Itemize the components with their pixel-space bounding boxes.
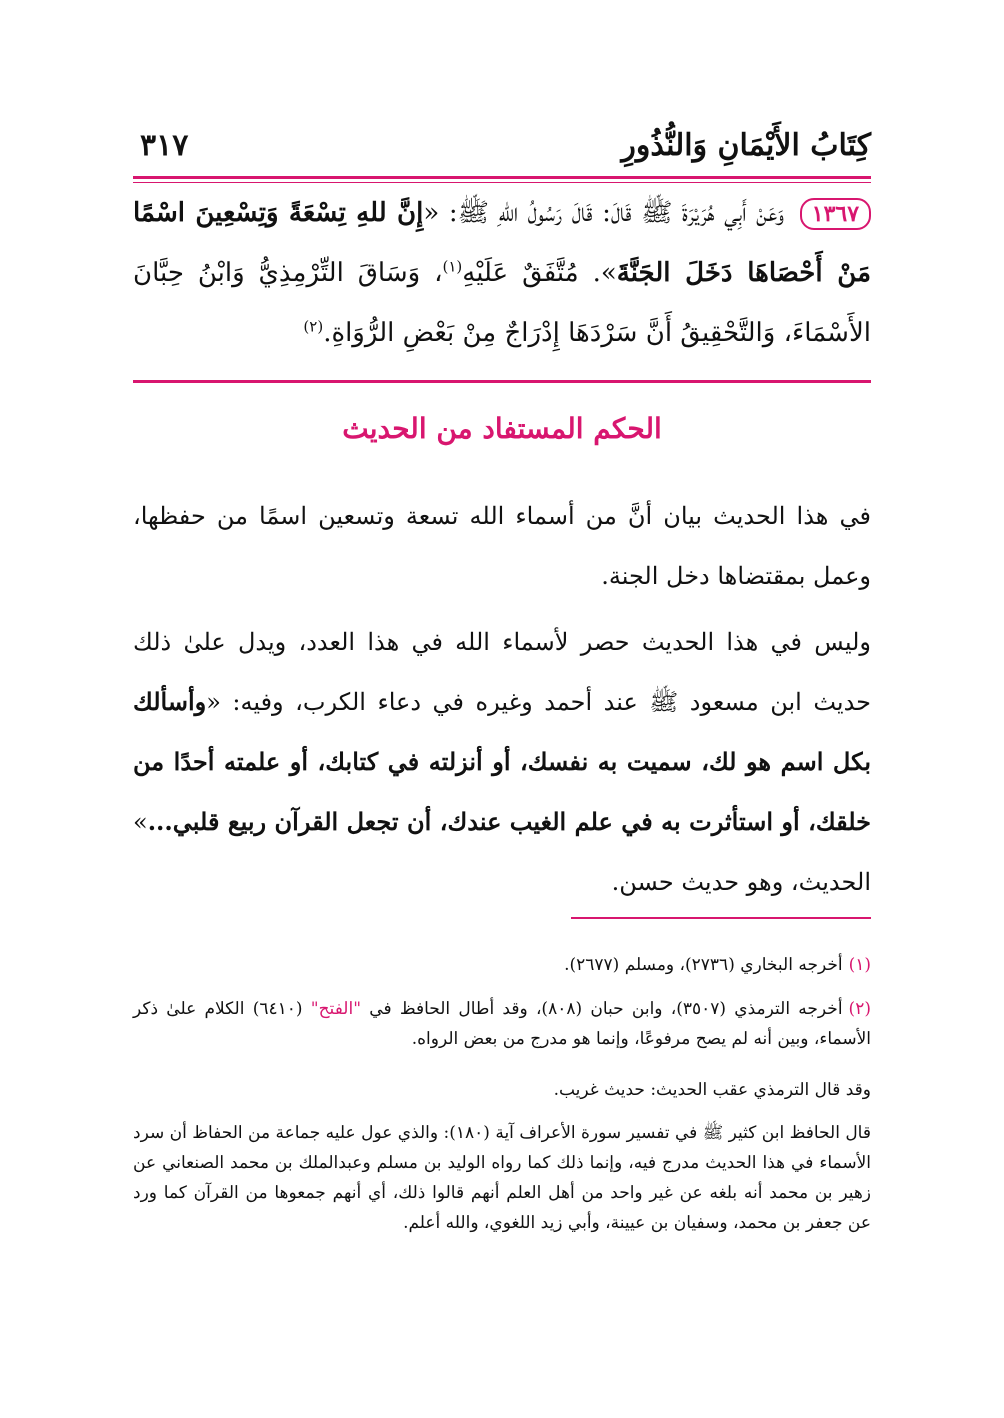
footnote-ref-2[interactable]: (٢): [303, 317, 324, 336]
body-paragraph-2-text-2: » الحديث، وهو حديث حسن.: [133, 808, 871, 896]
header-rule-top: [133, 176, 871, 179]
body-paragraph-2: [133, 612, 871, 912]
hadith-number-badge: ١٣٦٧: [800, 198, 871, 230]
hadith-text: [133, 183, 871, 363]
footnote-2-text-c: وقد قال الترمذي عقب الحديث: حديث غريب.: [553, 1080, 871, 1100]
body-paragraph-1: [133, 486, 871, 606]
running-header-title: كِتَابُ الأَيْمَانِ وَالنُّذُورِ: [621, 128, 871, 163]
body-paragraph-1-text: في هذا الحديث بيان أنَّ من أسماء الله تسعة وتسعين اسمًا من حفظها، وعمل بمقتضاها دخل الجنة.: [133, 502, 871, 590]
footnote-rule: [571, 917, 871, 919]
hadith-text-1: وَعَنْ أَبِي هُرَيْرَةَ ﷺ قَالَ: قَالَ رَسُولُ اللهِ ﷺ: «: [423, 198, 785, 228]
hadith-bold-text: إِنَّ للهِ تِسْعَةً وَتِسْعِينَ اسْمًا مَنْ أَحْصَاهَا دَخَلَ الجَنَّةَ: [133, 198, 872, 288]
footnote-2-text-b: (٦٤١٠) الكلام علىٰ ذكر الأسماء، وبين أنه لم يصح مرفوعًا، وإنما هو مدرج من بعض الرواه.: [133, 999, 871, 1049]
footnote-2-number: (٢): [848, 999, 871, 1019]
footnote-2-text-d: قال الحافظ ابن كثير ﷺ في تفسير سورة الأعراف آية (١٨٠): والذي عول عليه جماعة من الحفاظ أن سرد الأسماء في هذا الحديث مدرج فيه، وإنما ذلك كما رواه الوليد بن مسلم وعبدالملك بن محمد الصنعاني عن زهير بن محمد أنه بلغه عن غير واحد من أهل العلم أنهم قالوا ذلك، أي أنهم جمعوها من القرآن كما ورد عن جعفر بن محمد، وسفيان بن عيينة، وأبي زيد اللغوي، والله أعلم.: [133, 1123, 871, 1233]
section-divider: [133, 380, 871, 383]
footnote-1-number: (١): [848, 955, 871, 975]
footnote-1-text: أخرجه البخاري (٢٧٣٦)، ومسلم (٢٦٧٧).: [564, 955, 843, 975]
footnote-ref-1[interactable]: (١): [442, 257, 463, 276]
body-paragraph-2-text-1: وليس في هذا الحديث حصر لأسماء الله في هذا العدد، ويدل علىٰ ذلك حديث ابن مسعود ﷺ عند أحمد وغيره في دعاء الكرب، وفيه: «: [133, 628, 871, 716]
body-paragraph-2-bold: وأسألك بكل اسم هو لك، سميت به نفسك، أو أنزلته في كتابك، أو علمته أحدًا من خلقك، أو استأثرت به في علم الغيب عندك، أن تجعل القرآن ربيع قلبي...: [133, 687, 871, 836]
footnote-2-fath: "الفتح": [310, 999, 362, 1019]
hadith-text-2: ». مُتَّفَقٌ عَلَيْهِ: [462, 258, 617, 288]
footnote-1: [133, 950, 871, 980]
footnote-2-para-c: [133, 1075, 897, 1105]
footnote-2-text-a: أخرجه الترمذي (٣٥٠٧)، وابن حبان (٨٠٨)، وقد أطال الحافظ في: [361, 999, 843, 1019]
footnote-2: [133, 994, 871, 1054]
footnote-2-para-d: [133, 1118, 871, 1238]
hadith-text-3: ، وَسَاقَ التِّرْمِذِيُّ وَابْنُ حِبَّانَ الأَسْمَاءَ، وَالتَّحْقِيقُ أَنَّ سَرْدَهَا إِدْرَاجٌ مِنْ بَعْضِ الرُّوَاةِ.: [133, 258, 871, 348]
section-heading: الحكم المستفاد من الحديث: [342, 412, 662, 445]
page-number: ٣١٧: [140, 128, 189, 163]
